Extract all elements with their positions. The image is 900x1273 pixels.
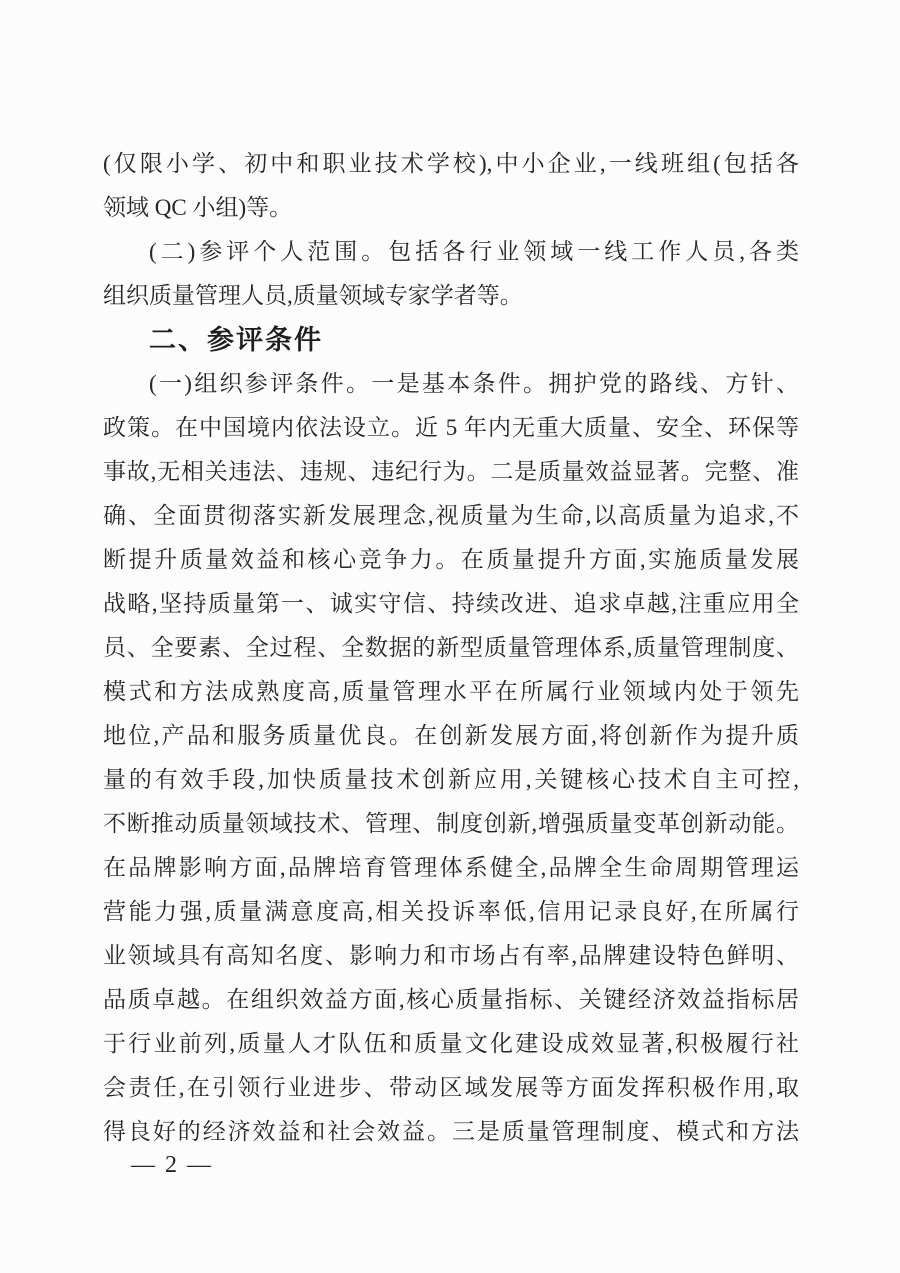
text-line: (一)组织参评条件。一是基本条件。拥护党的路线、方针、 [149, 371, 799, 396]
section-heading: 二、参评条件 [149, 325, 323, 355]
text-line: 员、全要素、全过程、全数据的新型质量管理体系,质量管理制度、 [103, 635, 799, 660]
text-line: 组织质量管理人员,质量领域专家学者等。 [103, 283, 523, 308]
text-line: 领域 QC 小组)等。 [103, 195, 293, 220]
text-line: 营能力强,质量满意度高,相关投诉率低,信用记录良好,在所属行 [103, 899, 799, 924]
text-line: 会责任,在引领行业进步、带动区域发展等方面发挥积极作用,取 [103, 1075, 799, 1100]
text-line: 断提升质量效益和核心竞争力。在质量提升方面,实施质量发展 [103, 547, 799, 572]
text-line: (二)参评个人范围。包括各行业领域一线工作人员,各类 [149, 239, 799, 264]
text-line: 于行业前列,质量人才队伍和质量文化建设成效显著,积极履行社 [103, 1031, 799, 1056]
text-line: 得良好的经济效益和社会效益。三是质量管理制度、模式和方法 [103, 1119, 799, 1144]
text-line: 模式和方法成熟度高,质量管理水平在所属行业领域内处于领先 [103, 679, 799, 704]
text-line: 地位,产品和服务质量优良。在创新发展方面,将创新作为提升质 [103, 723, 799, 748]
text-line: (仅限小学、初中和职业技术学校),中小企业,一线班组(包括各 [103, 151, 799, 176]
page-number: — 2 — [131, 1152, 213, 1178]
text-line: 业领域具有高知名度、影响力和市场占有率,品牌建设特色鲜明、 [103, 943, 799, 968]
text-line: 确、全面贯彻落实新发展理念,视质量为生命,以高质量为追求,不 [103, 503, 799, 528]
text-line: 品质卓越。在组织效益方面,核心质量指标、关键经济效益指标居 [103, 987, 799, 1012]
text-line: 不断推动质量领域技术、管理、制度创新,增强质量变革创新动能。 [103, 811, 799, 836]
text-line: 事故,无相关违法、违规、违纪行为。二是质量效益显著。完整、准 [103, 459, 799, 484]
text-line: 战略,坚持质量第一、诚实守信、持续改进、追求卓越,注重应用全 [103, 591, 799, 616]
text-line: 量的有效手段,加快质量技术创新应用,关键核心技术自主可控, [103, 767, 799, 792]
text-line: 政策。在中国境内依法设立。近 5 年内无重大质量、安全、环保等 [103, 415, 799, 440]
text-line: 在品牌影响方面,品牌培育管理体系健全,品牌全生命周期管理运 [103, 855, 799, 880]
document-body [103, 142, 799, 1154]
